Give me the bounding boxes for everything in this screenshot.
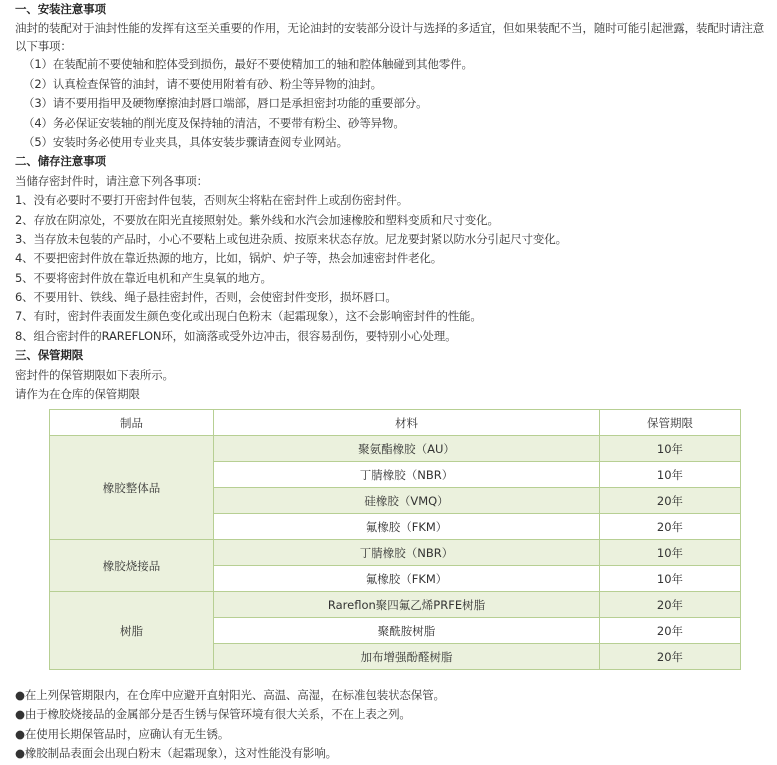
period-cell: 10年 bbox=[600, 540, 741, 566]
section1-item: （2）认真检查保管的油封，请不要使用附着有砂、粉尘等异物的油封。 bbox=[23, 76, 383, 91]
section3-heading: 三、保管期限 bbox=[15, 348, 84, 363]
period-cell: 20年 bbox=[600, 618, 741, 644]
note-item: ●在上列保管期限内，在仓库中应避开直射阳光、高温、高湿，在标准包装状态保管。 bbox=[15, 688, 445, 702]
material-cell: 聚酰胺树脂 bbox=[214, 618, 600, 644]
section2-item: 1、没有必要时不要打开密封件包装，否则灰尘将粘在密封件上或刮伤密封件。 bbox=[15, 193, 409, 208]
storage-notes bbox=[15, 686, 770, 764]
header-product: 制品 bbox=[50, 410, 214, 436]
material-cell: 丁腈橡胶（NBR） bbox=[214, 462, 600, 488]
table-row bbox=[50, 436, 741, 462]
period-cell: 10年 bbox=[600, 566, 741, 592]
section2-item: 2、存放在阴凉处，不要放在阳光直接照射处。紫外线和水汽会加速橡胶和塑料变质和尺寸变化。 bbox=[15, 212, 499, 227]
section1-item: （4）务必保证安装轴的削光度及保持轴的清洁，不要带有粉尘、砂等异物。 bbox=[23, 115, 405, 130]
material-cell: 氟橡胶（FKM） bbox=[214, 514, 600, 540]
section1-intro: 油封的装配对于油封性能的发挥有这至关重要的作用，无论油封的安装部分设计与选择的多适宜，但如果装配不当，随时可能引起泄露，装配时请注意以下事项： bbox=[15, 21, 765, 53]
material-cell: Rareflon聚四氟乙烯PRFE树脂 bbox=[214, 592, 600, 618]
section2-item: 7、有时，密封件表面发生颜色变化或出现白色粉末（起霜现象），这不会影响密封件的性能。 bbox=[15, 309, 482, 324]
section2-intro: 当储存密封件时，请注意下列各事项： bbox=[15, 173, 208, 188]
section2-item: 4、不要把密封件放在靠近热源的地方，比如，锅炉、炉子等，热会加速密封件老化。 bbox=[15, 251, 443, 266]
header-material: 材料 bbox=[214, 410, 600, 436]
product-cell: 橡胶烧接品 bbox=[50, 540, 214, 592]
period-cell: 10年 bbox=[600, 436, 741, 462]
document-body bbox=[15, 0, 770, 404]
table-row bbox=[50, 592, 741, 618]
section2-item: 6、不要用针、铁线、绳子悬挂密封件，否则，会使密封件变形，损坏唇口。 bbox=[15, 290, 397, 305]
section2-item: 8、组合密封件的RAREFLON环，如滴落或受外边冲击，很容易刮伤，要特别小心处理。 bbox=[15, 328, 457, 343]
table-row bbox=[50, 540, 741, 566]
header-period: 保管期限 bbox=[600, 410, 741, 436]
table-header-row bbox=[50, 410, 741, 436]
section1-item: （1）在装配前不要使轴和腔体受到损伤，最好不要使精加工的轴和腔体触碰到其他零件。 bbox=[23, 57, 473, 72]
material-cell: 硅橡胶（VMQ） bbox=[214, 488, 600, 514]
section2-heading: 二、储存注意事项 bbox=[15, 154, 106, 169]
section1-item: （5）安装时务必使用专业夹具，具体安装步骤请查阅专业网站。 bbox=[23, 134, 348, 149]
note-item: ●橡胶制品表面会出现白粉末（起霜现象），这对性能没有影响。 bbox=[15, 746, 337, 761]
storage-period-table bbox=[49, 409, 741, 670]
product-cell: 橡胶整体品 bbox=[50, 436, 214, 540]
section3-intro: 密封件的保管期限如下表所示。 bbox=[15, 367, 174, 382]
note-item: ●由于橡胶烧接品的金属部分是否生锈与保管环境有很大关系，不在上表之列。 bbox=[15, 707, 411, 722]
period-cell: 10年 bbox=[600, 462, 741, 488]
period-cell: 20年 bbox=[600, 514, 741, 540]
product-cell: 树脂 bbox=[50, 592, 214, 670]
material-cell: 加布增强酚醛树脂 bbox=[214, 644, 600, 670]
section1-item: （3）请不要用指甲及硬物摩擦油封唇口端部，唇口是承担密封功能的重要部分。 bbox=[23, 96, 428, 111]
period-cell: 20年 bbox=[600, 592, 741, 618]
material-cell: 丁腈橡胶（NBR） bbox=[214, 540, 600, 566]
material-cell: 氟橡胶（FKM） bbox=[214, 566, 600, 592]
section2-item: 5、不要将密封件放在靠近电机和产生臭氧的地方。 bbox=[15, 270, 272, 285]
period-cell: 20年 bbox=[600, 644, 741, 670]
note-item: ●在使用长期保管品时，应确认有无生锈。 bbox=[15, 726, 230, 741]
material-cell: 聚氨酯橡胶（AU） bbox=[214, 436, 600, 462]
period-cell: 20年 bbox=[600, 488, 741, 514]
section3-intro-storage: 请作为在仓库的保管期限 bbox=[15, 387, 140, 402]
section2-item: 3、当存放未包装的产品时，小心不要粘上或包进杂质、按原来状态存放。尼龙要封紧以防水分引起尺寸变化。 bbox=[15, 231, 567, 246]
section1-heading: 一、安装注意事项 bbox=[15, 2, 106, 16]
